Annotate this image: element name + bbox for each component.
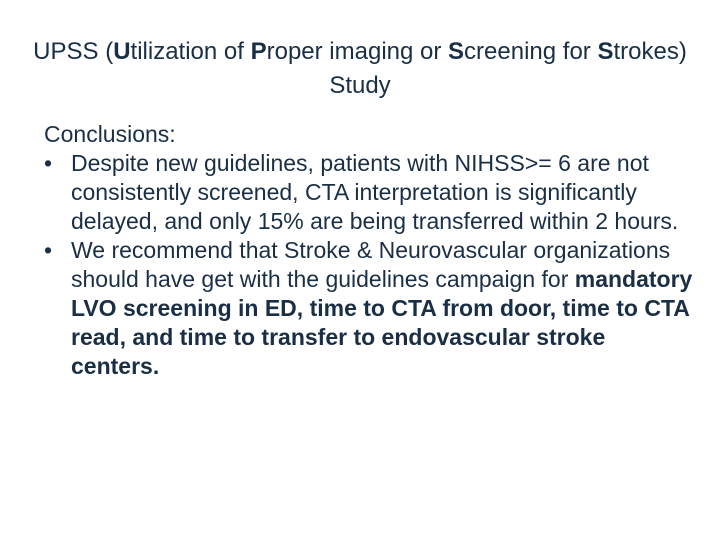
title-part: trokes) Study xyxy=(329,38,687,99)
bullet-icon: • xyxy=(44,150,53,176)
title-initial: S xyxy=(597,38,614,65)
bullet-bold-text: mandatory LVO screening in ED, time to CTA from door, time to CTA read, and time to transfer to endovascular stroke centers. xyxy=(71,266,693,379)
title-part: tilization of xyxy=(130,38,251,65)
title-initial: S xyxy=(448,38,465,65)
title-part: UPSS ( xyxy=(33,38,114,65)
bullet-item xyxy=(44,149,694,236)
bullet-text: Despite new guidelines, patients with NIHSS>= 6 are not consistently screened, CTA interpretation is significantly delayed, and only 15% are being transferred within 2 hours. xyxy=(71,150,679,234)
bullet-icon: • xyxy=(44,237,53,263)
slide-title xyxy=(30,35,690,103)
title-initial: U xyxy=(113,38,131,65)
title-initial: P xyxy=(250,38,267,65)
bullet-item xyxy=(44,236,694,381)
slide-body xyxy=(44,120,694,381)
conclusions-heading: Conclusions: xyxy=(44,121,176,147)
title-part: creening for xyxy=(464,38,598,65)
bullet-text: We recommend that Stroke & Neurovascular organizations should have get with the guidelines campaign for xyxy=(71,237,671,292)
title-part: roper imaging or xyxy=(266,38,449,65)
conclusions-list xyxy=(44,149,694,381)
